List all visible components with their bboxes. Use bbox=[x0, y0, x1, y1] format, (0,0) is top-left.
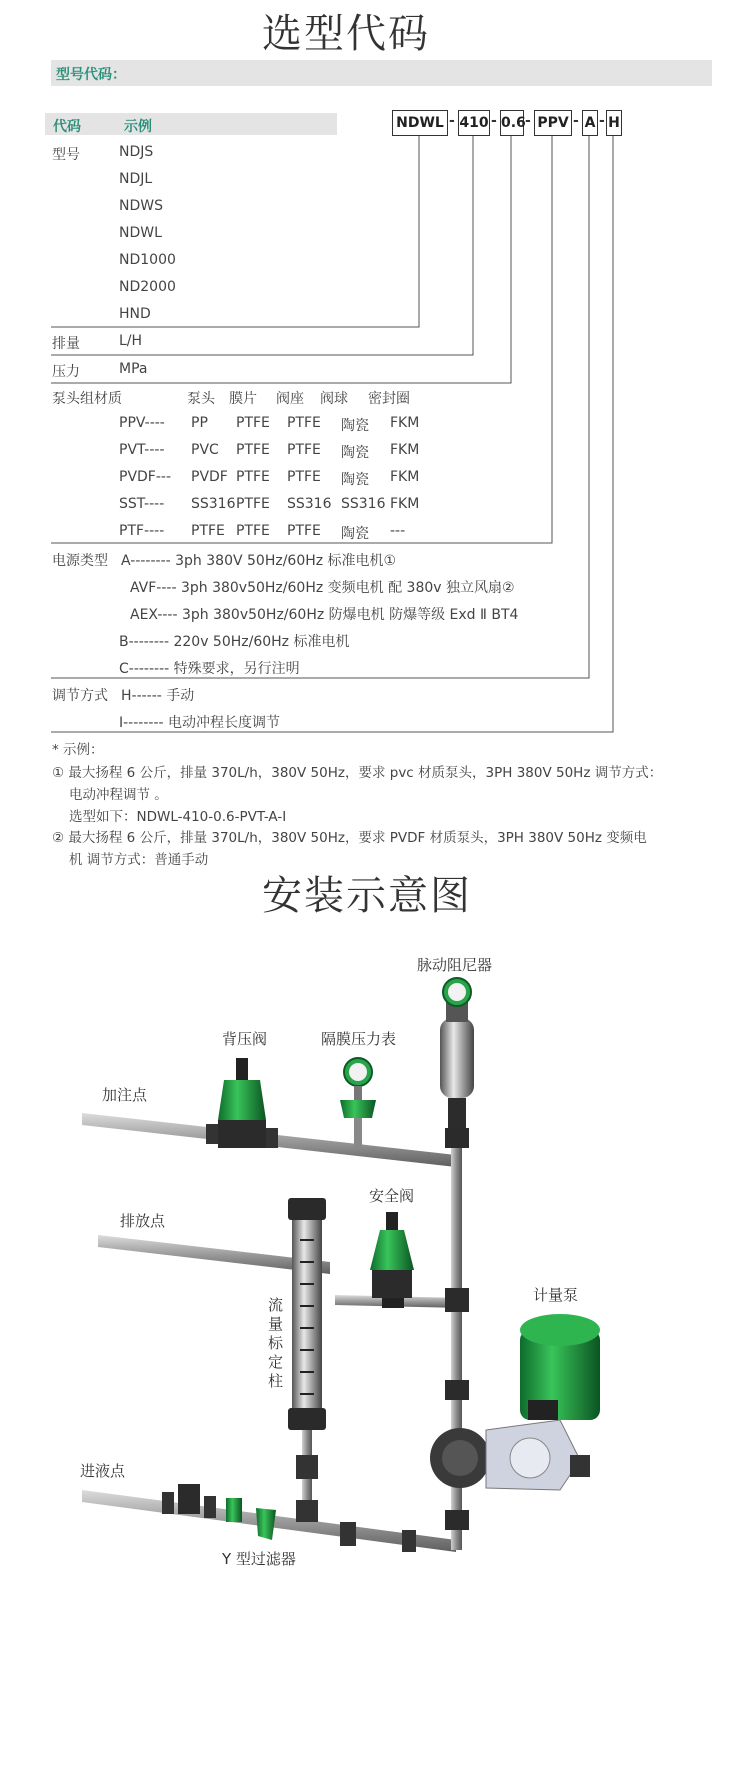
code-box-material: PPV bbox=[534, 110, 572, 136]
power-item: AVF---- 3ph 380v50Hz/60Hz 变频电机 配 380v 独立风扇② bbox=[130, 580, 515, 596]
material-cell: PTFE bbox=[191, 523, 225, 539]
material-cell: FKM bbox=[390, 496, 420, 512]
material-cell: 陶瓷 bbox=[341, 526, 369, 542]
adjust-item: I-------- 电动冲程长度调节 bbox=[119, 715, 280, 731]
power-item: C-------- 特殊要求，另行注明 bbox=[119, 661, 300, 677]
row-label-model: 型号 bbox=[52, 147, 80, 163]
adjust-item: H------ 手动 bbox=[121, 688, 195, 704]
model-item: ND1000 bbox=[119, 252, 176, 268]
code-box-power: A bbox=[582, 110, 598, 136]
material-header: 泵头 bbox=[187, 391, 215, 407]
model-item: NDWL bbox=[119, 225, 162, 241]
power-item: AEX---- 3ph 380v50Hz/60Hz 防爆电机 防爆等级 Exd Ⅱ BT4 bbox=[130, 607, 519, 623]
material-cell: PTFE bbox=[236, 523, 270, 539]
row-label-adjust: 调节方式 bbox=[52, 688, 108, 704]
material-cell: PTFE bbox=[236, 469, 270, 485]
pulsation-damper bbox=[440, 1018, 474, 1098]
code-dash: - bbox=[491, 113, 497, 129]
y-filter bbox=[226, 1498, 242, 1522]
inlet-ball-valve bbox=[178, 1484, 200, 1514]
label-inlet: 进液点 bbox=[80, 1462, 126, 1480]
model-item: HND bbox=[119, 306, 151, 322]
notes-head: * 示例： bbox=[52, 742, 104, 758]
material-header: 阀座 bbox=[276, 391, 304, 407]
code-box-flow: 410 bbox=[458, 110, 490, 136]
material-cell: PTFE bbox=[287, 415, 321, 431]
material-header: 阀球 bbox=[320, 391, 348, 407]
section-title-selection: 选型代码 bbox=[262, 11, 430, 57]
material-cell: FKM bbox=[390, 469, 420, 485]
material-cell: PTFE bbox=[236, 415, 270, 431]
code-dash: - bbox=[599, 113, 605, 129]
material-cell: FKM bbox=[390, 442, 420, 458]
row-label-power: 电源类型 bbox=[52, 553, 108, 569]
material-cell: --- bbox=[390, 523, 406, 539]
model-item: ND2000 bbox=[119, 279, 176, 295]
row-label-flow: 排量 bbox=[52, 336, 80, 352]
code-dash: - bbox=[449, 113, 455, 129]
code-dash: - bbox=[525, 113, 531, 129]
note-1-cont: 电动冲程调节 。 bbox=[69, 787, 168, 803]
code-box-pressure: 0.6 bbox=[500, 110, 524, 136]
material-cell: SS316 bbox=[341, 496, 386, 512]
label-gauge: 隔膜压力表 bbox=[321, 1030, 397, 1048]
code-dash: - bbox=[573, 113, 579, 129]
material-cell: SS316 bbox=[191, 496, 236, 512]
label-drain: 排放点 bbox=[120, 1212, 166, 1230]
label-pump: 计量泵 bbox=[533, 1286, 579, 1304]
material-cell: PTFE bbox=[287, 469, 321, 485]
material-cell: PTFE bbox=[287, 523, 321, 539]
power-item: B-------- 220v 50Hz/60Hz 标准电机 bbox=[119, 634, 350, 650]
row-label-material: 泵头组材质 bbox=[52, 391, 122, 407]
material-cell: 陶瓷 bbox=[341, 418, 369, 434]
note-2-cont: 机 调节方式：普通手动 bbox=[69, 852, 209, 868]
material-code: SST---- bbox=[119, 496, 165, 512]
material-code: PVDF--- bbox=[119, 469, 172, 485]
label-calibration: 流量标定柱 bbox=[268, 1296, 284, 1390]
label-backpressure: 背压阀 bbox=[222, 1030, 268, 1048]
material-cell: 陶瓷 bbox=[341, 472, 369, 488]
label-safety: 安全阀 bbox=[369, 1187, 415, 1205]
material-cell: PP bbox=[191, 415, 208, 431]
material-cell: FKM bbox=[390, 415, 420, 431]
material-cell: PTFE bbox=[236, 442, 270, 458]
col-code: 代码 bbox=[53, 119, 81, 135]
note-1: ① 最大扬程 6 公斤，排量 370L/h，380V 50Hz，要求 pvc 材质泵头，3PH 380V 50Hz 调节方式： bbox=[52, 765, 663, 781]
note-2: ② 最大扬程 6 公斤，排量 370L/h，380V 50Hz，要求 PVDF 材质泵头，3PH 380V 50Hz 变频电 bbox=[52, 830, 647, 846]
calibration-column bbox=[288, 1198, 326, 1220]
material-cell: PVDF bbox=[191, 469, 228, 485]
code-box-adjust: H bbox=[606, 110, 622, 136]
flow-unit: L/H bbox=[119, 333, 143, 349]
material-header: 密封圈 bbox=[368, 391, 410, 407]
material-cell: SS316 bbox=[287, 496, 332, 512]
riser-pipe bbox=[451, 1120, 462, 1420]
pressure-unit: MPa bbox=[119, 361, 148, 377]
col-example: 示例 bbox=[124, 119, 152, 135]
power-item: A-------- 3ph 380V 50Hz/60Hz 标准电机① bbox=[121, 553, 397, 569]
section-title-install: 安装示意图 bbox=[262, 873, 472, 919]
material-cell: 陶瓷 bbox=[341, 445, 369, 461]
model-item: NDJL bbox=[119, 171, 153, 187]
code-box-model: NDWL bbox=[392, 110, 448, 136]
material-cell: PTFE bbox=[236, 496, 270, 512]
note-1-example: 选型如下：NDWL-410-0.6-PVT-A-I bbox=[69, 809, 287, 825]
label-damper: 脉动阻尼器 bbox=[417, 956, 493, 974]
material-code: PVT---- bbox=[119, 442, 165, 458]
row-label-pressure: 压力 bbox=[52, 364, 80, 380]
model-item: NDWS bbox=[119, 198, 163, 214]
material-cell: PTFE bbox=[287, 442, 321, 458]
material-code: PTF---- bbox=[119, 523, 165, 539]
label-filter: Y 型过滤器 bbox=[222, 1550, 296, 1568]
model-item: NDJS bbox=[119, 144, 154, 160]
material-cell: PVC bbox=[191, 442, 219, 458]
label-inject: 加注点 bbox=[102, 1086, 148, 1104]
material-header: 膜片 bbox=[229, 391, 257, 407]
model-code-label: 型号代码： bbox=[56, 67, 126, 83]
material-code: PPV---- bbox=[119, 415, 165, 431]
